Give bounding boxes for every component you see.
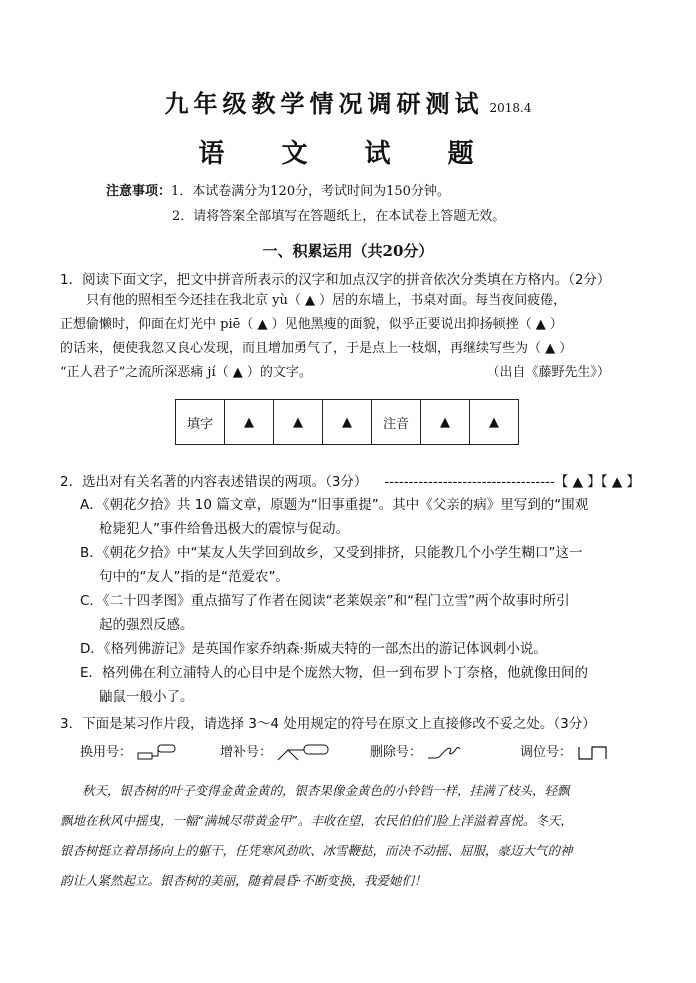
insert-mark-icon [276, 744, 334, 762]
option-c [80, 589, 645, 637]
subject-title: 语 文 试 题 [198, 139, 498, 169]
table-cell-answer[interactable]: ▲ [225, 400, 274, 445]
section-heading: 一、积累运用（共20分） [262, 242, 434, 260]
notes-item-2: 2．请将答案全部填写在答题纸上，在本试卷上答题无效。 [172, 209, 506, 224]
option-d [80, 637, 645, 661]
replace-mark-icon [136, 744, 178, 762]
insert-symbol [220, 741, 334, 762]
q3-prompt: 3．下面是某习作片段，请选择 3～4 处用规定的符号在原文上直接修改不妥之处。（3分） [60, 716, 596, 732]
q1-prompt: 1．阅读下面文字，把文中拼音所表示的汉字和加点汉字的拼音依次分类填在方格内。（2分） [60, 272, 611, 288]
insert-symbol-label: 增补号： [220, 745, 273, 760]
reorder-symbol [520, 741, 610, 763]
replace-symbol [80, 741, 178, 762]
q1-answer-table [175, 399, 519, 445]
delete-mark-icon [426, 744, 464, 762]
option-e-line-1: E．格列佛在利立浦特人的心目中是个庞然大物，但一到布罗卜丁奈格，他就像田间的 [80, 665, 589, 681]
option-b-line-2: 句中的“友人”指的是“范爱农”。 [99, 569, 289, 585]
essay-line-3: 银杏树挺立着昂扬向上的躯干，任凭寒风劲吹、冰雪鞭挞，而决不动摇、屈服，豪迈大气的神 [60, 843, 573, 858]
exam-title [0, 84, 696, 119]
delete-symbol [370, 741, 464, 762]
notes-item-1: 1．本试卷满分为120分，考试时间为150分钟。 [171, 184, 450, 199]
option-c-line-2: 起的强烈反感。 [99, 617, 194, 633]
q2-answer-slots[interactable]: -----------------------------------【 ▲ 】【 ▲ 】 [384, 474, 640, 490]
option-c-line-1: C．《二十四孝图》重点描写了作者在阅读“老莱娱亲”和“程门立雪”两个故事时所引 [80, 593, 570, 609]
q1-line-2: 正想偷懒时，仰面在灯光中 piē（ ▲ ）见他黑瘦的面貌，似乎正要说出抑扬顿挫（ ▲ ） [60, 317, 563, 332]
table-cell-answer[interactable]: ▲ [323, 400, 372, 445]
q3-essay [60, 776, 640, 896]
essay-line-4: 韵让人紧然起立。银杏树的美丽，随着晨昏·不断变换，我爱她们！ [60, 873, 427, 888]
option-a [80, 493, 645, 541]
exam-notes [106, 179, 505, 229]
option-a-line-2: 枪毙犯人”事件给鲁迅极大的震惊与促动。 [99, 521, 349, 537]
delete-symbol-label: 删除号： [370, 745, 423, 760]
q2-prompt: 2．选出对有关名著的内容表述错误的两项。（3分） [60, 474, 368, 490]
notes-label: 注意事项： [106, 184, 172, 199]
q1-line-1: 只有他的照相至今还挂在我北京 yù（ ▲ ）居的东墙上，书桌对面。每当夜间疲倦， [86, 293, 567, 308]
q1-source: （出自《藤野先生》） [486, 365, 610, 380]
table-cell-answer[interactable]: ▲ [421, 400, 470, 445]
option-a-line-1: A．《朝花夕拾》共 10 篇文章，原题为“旧事重提”。其中《父亲的病》里写到的“围观 [80, 497, 589, 513]
option-e [80, 661, 645, 709]
q2-options [80, 493, 645, 709]
q1-line-4: “正人君子”之流所深恶痛 jí（ ▲ ）的文字。 [60, 365, 312, 380]
option-d-line-1: D．《格列佛游记》是英国作家乔纳森·斯威夫特的一部杰出的游记体讽刺小说。 [80, 641, 547, 657]
option-e-line-2: 鼬鼠一般小了。 [99, 689, 194, 705]
option-b-line-1: B．《朝花夕拾》中“某友人失学回到故乡，又受到排挤，只能教几个小学生糊口”这一 [80, 545, 583, 561]
reorder-symbol-label: 调位号： [520, 745, 573, 760]
q1-passage [60, 289, 650, 385]
table-cell-answer[interactable]: ▲ [470, 400, 519, 445]
essay-line-2: 飘地在秋风中摇曳，一幅“满城尽带黄金甲”。丰收在望，农民伯伯们脸上洋溢着喜悦。冬天， [60, 813, 573, 828]
reorder-mark-icon [576, 743, 610, 763]
q1-line-3: 的话来，便使我忽又良心发现，而且增加勇气了，于是点上一枝烟，再继续写些为（ ▲ ） [60, 341, 573, 356]
table-cell-label: 注音 [372, 400, 421, 445]
table-cell-label: 填字 [176, 400, 225, 445]
title-text: 九年级教学情况调研测试 [164, 89, 484, 118]
exam-date: 2018.4 [489, 101, 532, 115]
essay-line-1: 秋天，银杏树的叶子变得金黄金黄的，银杏果像金黄色的小铃铛一样，挂满了枝头，轻飘 [82, 783, 570, 798]
q2-header [60, 470, 640, 490]
option-b [80, 541, 645, 589]
replace-symbol-label: 换用号： [80, 745, 133, 760]
table-cell-answer[interactable]: ▲ [274, 400, 323, 445]
